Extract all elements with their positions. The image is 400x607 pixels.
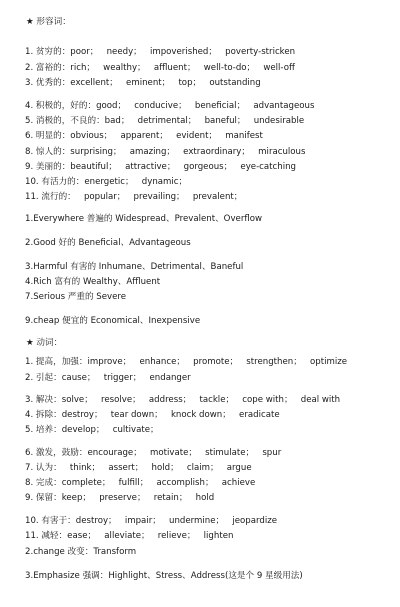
verb-line: 8. 完成：complete； fulfill； accomplish； achieve: [25, 478, 256, 488]
adjective-line: 6. 明显的：obvious； apparent； evident； manifest: [25, 131, 263, 141]
verb-line: 2.change 改变：Transform: [25, 547, 137, 557]
verb-line: 3.Emphasize 强调：Highlight、Stress、Address(这是个 9 星级用法): [25, 571, 303, 581]
verb-line: 1. 提高，加强：improve； enhance； promote； strengthen； optimize: [25, 357, 348, 367]
verb-line: 7. 认为： think； assert； hold； claim； argue: [25, 463, 252, 473]
adjective-line: 1. 贫穷的：poor； needy； impoverished； poverty-stricken: [25, 47, 296, 57]
verb-line: 3. 解决：solve； resolve； address； tackle； cope with； deal with: [25, 395, 341, 405]
adjective-line: 2. 富裕的：rich； wealthy； affluent； well-to-do； well-off: [25, 63, 295, 73]
verb-line: 10. 有害于：destroy； impair； undermine； jeopardize: [25, 516, 278, 526]
adjective-line: 7.Serious 严重的 Severe: [25, 292, 127, 302]
verb-line: 9. 保留：keep； preserve； retain； hold: [25, 493, 215, 503]
adjective-line: 2.Good 好的 Beneficial、Advantageous: [25, 238, 191, 248]
verb-line: 5. 培养：develop； cultivate；: [25, 425, 159, 435]
verb-line: 2. 引起：cause； trigger； endanger: [25, 373, 191, 383]
adjective-line: 9. 美丽的：beautiful； attractive； gorgeous； eye-catching: [25, 162, 297, 172]
verb-line: 4. 拆除：destroy； tear down； knock down； eradicate: [25, 410, 280, 420]
verb-line: 6. 激发，鼓励：encourage； motivate； stimulate； spur: [25, 448, 282, 458]
adjectives-heading: ★ 形容词：: [26, 17, 71, 27]
adjective-line: 8. 惊人的：surprising； amazing； extraordinary； miraculous: [25, 147, 306, 157]
adjective-line: 4. 积极的，好的：good； conducive； beneficial； advantageous: [25, 101, 315, 111]
adjective-line: 3. 优秀的：excellent； eminent； top； outstanding: [25, 78, 261, 88]
adjective-line: 1.Everywhere 普遍的 Widespread、Prevalent、Overflow: [25, 214, 263, 224]
adjective-line: 5. 消极的，不良的：bad； detrimental； baneful； undesirable: [25, 116, 305, 126]
adjective-line: 3.Harmful 有害的 Inhumane、Detrimental、Baneful: [25, 262, 244, 272]
verb-line: 11. 减轻：ease； alleviate； relieve； lighten: [25, 531, 234, 541]
verbs-heading: ★ 动词：: [26, 338, 63, 348]
adjective-line: 10. 有活力的：energetic； dynamic；: [25, 177, 188, 187]
adjective-line: 9.cheap 便宜的 Economical、Inexpensive: [25, 316, 201, 326]
adjective-line: 4.Rich 富有的 Wealthy、Affluent: [25, 277, 161, 287]
adjective-line: 11. 流行的： popular； prevailing； prevalent；: [25, 192, 243, 202]
